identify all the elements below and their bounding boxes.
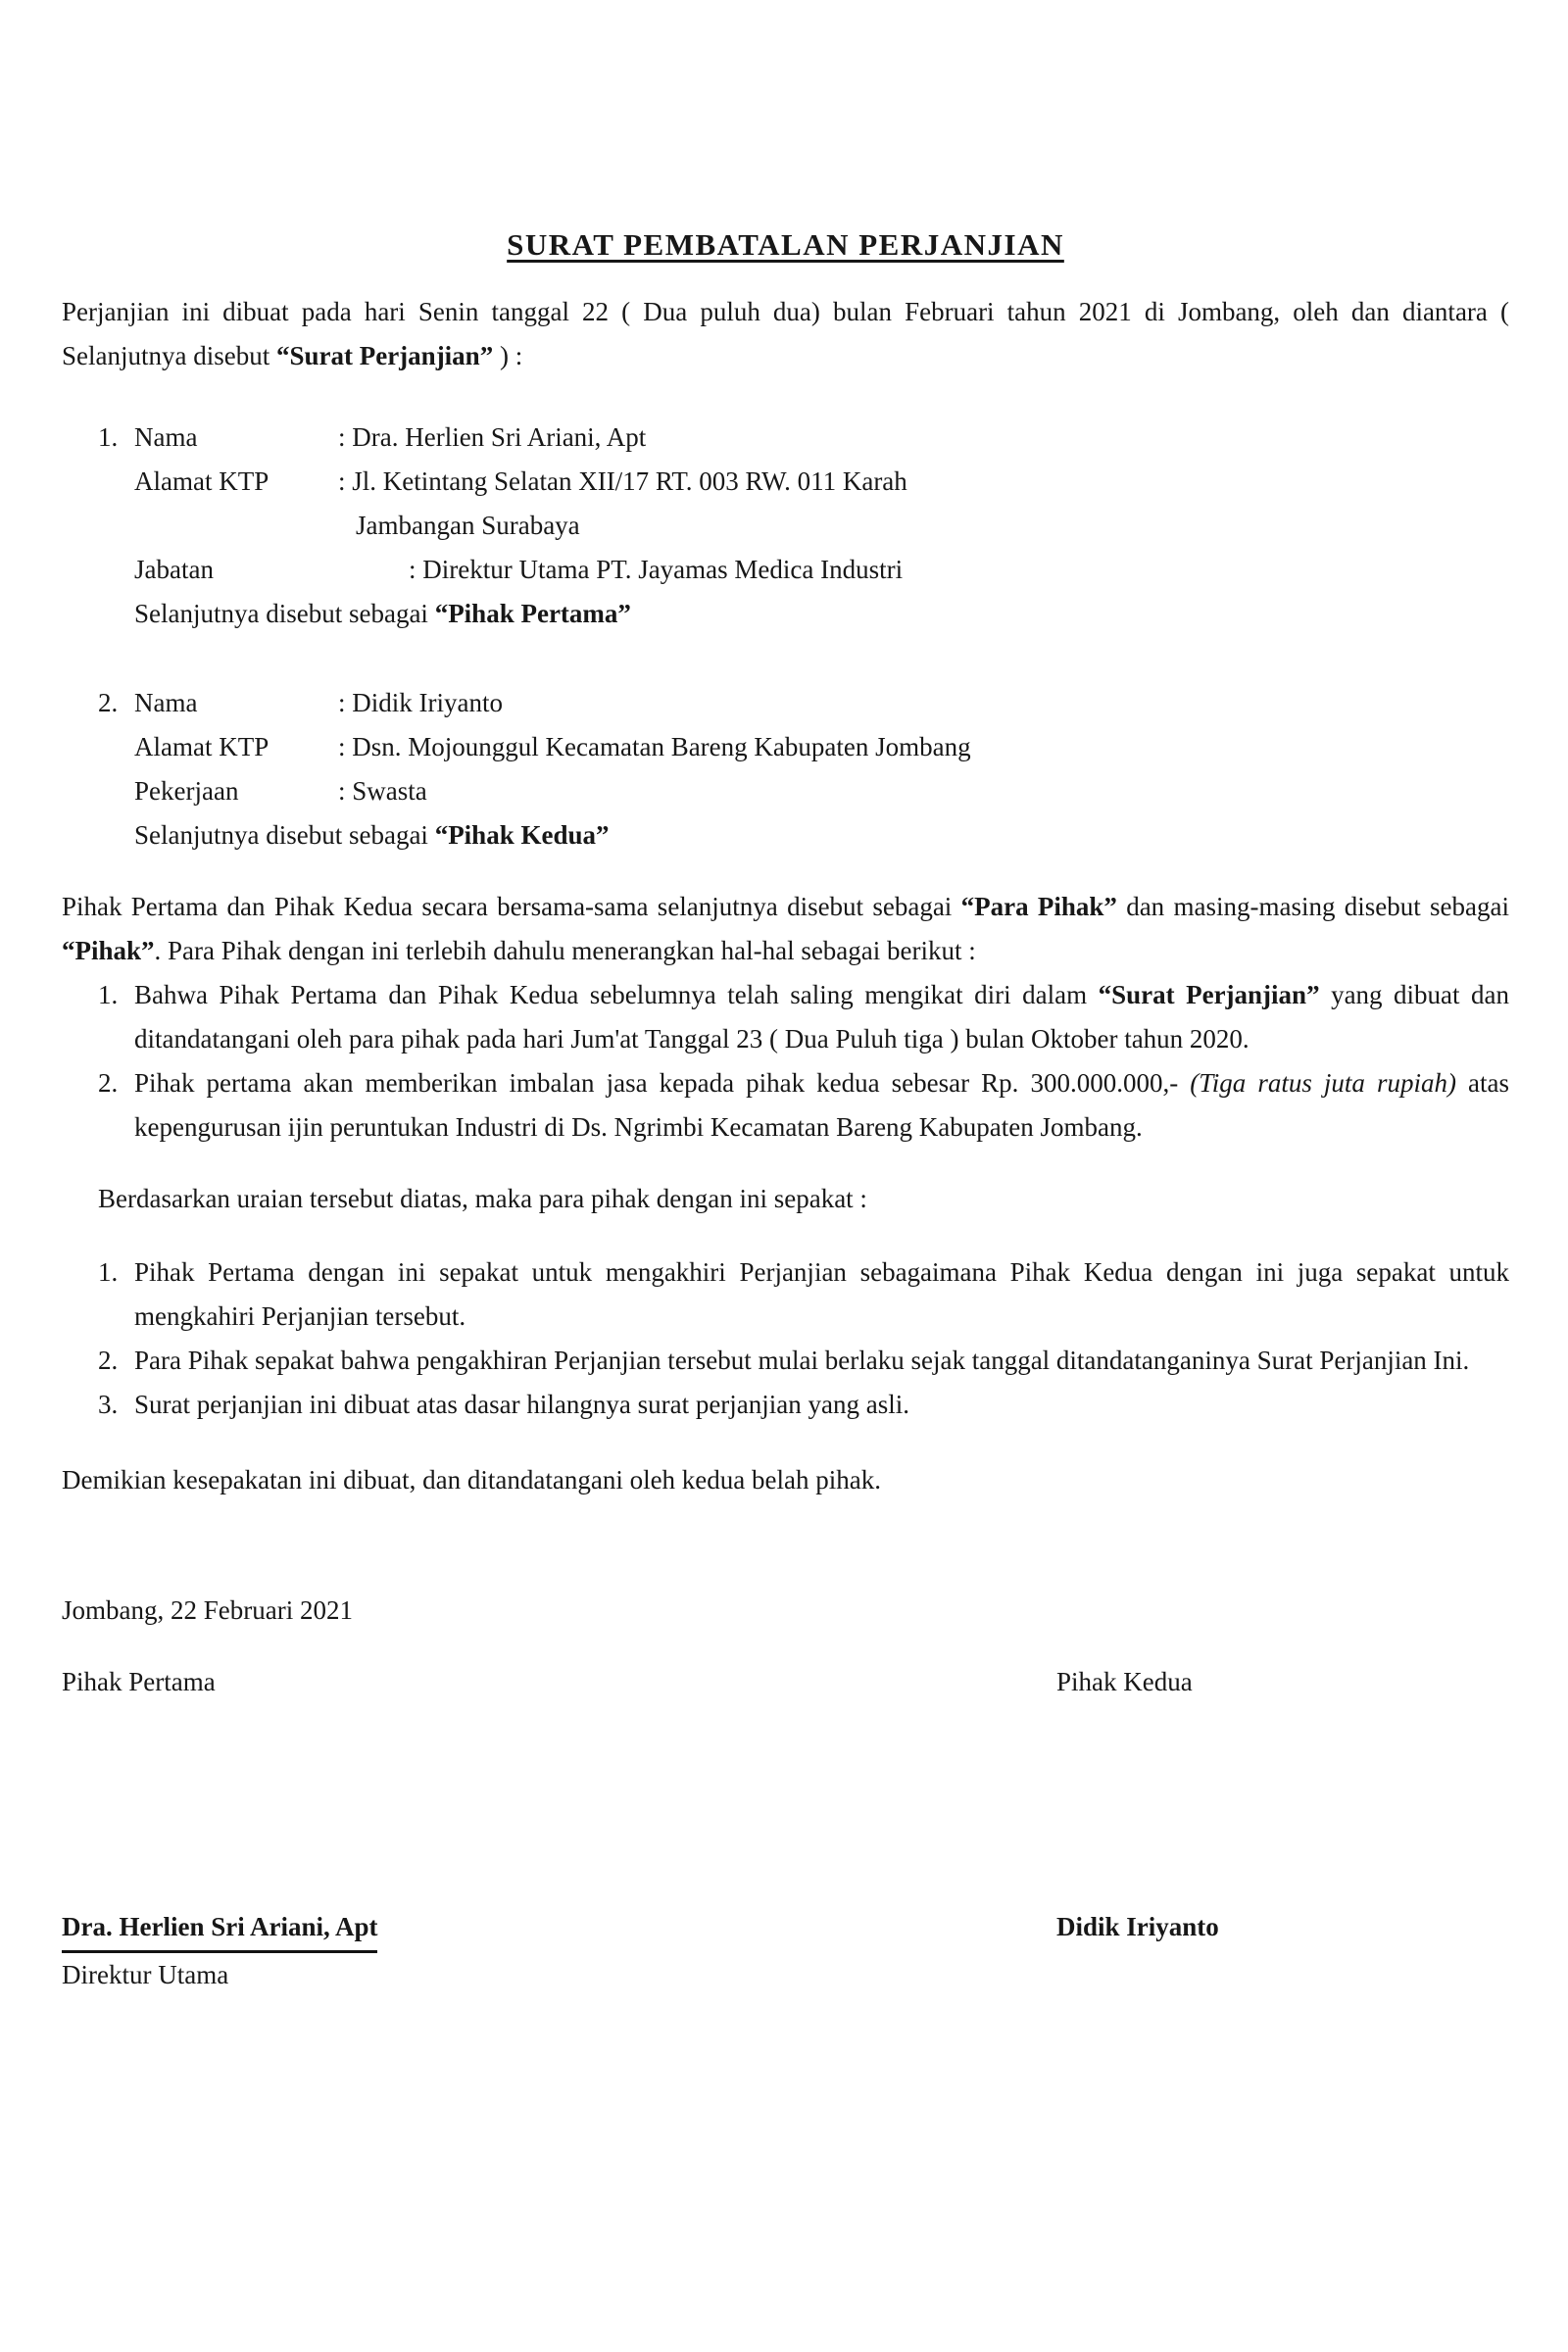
recital-bold-para-pihak: “Para Pihak” — [960, 892, 1117, 921]
party-2-footer — [134, 813, 1509, 858]
consideration-2-text — [134, 1061, 1509, 1150]
consideration-item-1 — [98, 973, 1509, 1061]
consideration-1-pre: Bahwa Pihak Pertama dan Pihak Kedua sebelumnya telah saling mengikat diri dalam — [134, 980, 1099, 1009]
consideration-2-italic-amount: (Tiga ratus juta rupiah) — [1190, 1068, 1456, 1098]
consideration-1-post: yang dibuat dan ditandatangani oleh para pihak pada hari Jum'at Tanggal 23 ( Dua Puluh tiga ) bulan Oktober tahun 2020. — [134, 980, 1509, 1054]
intro-bold-term: “Surat Perjanjian” — [275, 341, 494, 370]
signature-left-block — [62, 1905, 1056, 1997]
agreement-item-2 — [98, 1339, 1509, 1383]
party-1-value-alamat — [338, 460, 1509, 548]
agreement-1-text: Pihak Pertama dengan ini sepakat untuk mengakhiri Perjanjian sebagaimana Pihak Kedua dengan ini juga sepakat untuk mengkahiri Perjanjian tersebut. — [134, 1257, 1509, 1331]
party-1-label-alamat: Alamat KTP — [134, 466, 270, 496]
agreements-list — [62, 1250, 1509, 1427]
document-title: SURAT PEMBATALAN PERJANJIAN — [507, 227, 1064, 262]
party-1-block — [98, 416, 1509, 636]
consideration-1-bold: “Surat Perjanjian” — [1098, 980, 1320, 1009]
party-1-details — [134, 416, 1509, 636]
party-2-details — [134, 681, 1509, 858]
party-2-label-alamat: Alamat KTP — [134, 732, 270, 761]
consideration-2-number: 2. — [98, 1068, 119, 1098]
party-1-footer-text: Selanjutnya disebut sebagai — [134, 599, 435, 628]
party-1-value-nama: : Dra. Herlien Sri Ariani, Apt — [338, 422, 647, 452]
agreement-3-text: Surat perjanjian ini dibuat atas dasar hilangnya surat perjanjian yang asli. — [134, 1390, 910, 1419]
intro-text-pre: Perjanjian ini dibuat pada hari Senin tanggal 22 ( Dua puluh dua) bulan Februari tahun 2021 di Jombang, oleh dan diantara ( Selanjutnya disebut — [62, 297, 1509, 370]
party-1-alamat-line2: Jambangan Surabaya — [356, 511, 580, 540]
agreement-2-text: Para Pihak sepakat bahwa pengakhiran Perjanjian tersebut mulai berlaku sejak tanggal ditandatanganinya Surat Perjanjian Ini. — [134, 1346, 1470, 1375]
party-2-value-alamat: : Dsn. Mojounggul Kecamatan Bareng Kabupaten Jombang — [338, 732, 971, 761]
consideration-2-post: atas kepengurusan ijin peruntukan Industri di Ds. Ngrimbi Kecamatan Bareng Kabupaten Jombang. — [134, 1068, 1509, 1142]
party-2-value-pekerjaan: : Swasta — [338, 776, 427, 806]
signature-title-left: Direktur Utama — [62, 1960, 229, 1989]
party-1-footer — [134, 592, 1509, 636]
party-2-row-pekerjaan — [134, 769, 1509, 813]
closing-paragraph: Demikian kesepakatan ini dibuat, dan ditandatangani oleh kedua belah pihak. — [62, 1465, 881, 1494]
recital-text-pre: Pihak Pertama dan Pihak Kedua secara bersama-sama selanjutnya disebut sebagai — [62, 892, 961, 921]
signature-name-left: Dra. Herlien Sri Ariani, Apt — [62, 1905, 377, 1953]
agreement-item-1 — [98, 1250, 1509, 1339]
agreement-item-3 — [98, 1383, 1509, 1427]
party-2-label-pekerjaan: Pekerjaan — [134, 776, 239, 806]
party-2-block — [98, 681, 1509, 858]
signature-name-right: Didik Iriyanto — [1056, 1912, 1219, 1941]
basis-paragraph: Berdasarkan uraian tersebut diatas, maka para pihak dengan ini sepakat : — [98, 1184, 867, 1213]
party-2-footer-bold: “Pihak Kedua” — [434, 820, 610, 850]
considerations-list — [62, 973, 1509, 1150]
recital-text-post: . Para Pihak dengan ini terlebih dahulu menerangkan hal-hal sebagai berikut : — [154, 936, 976, 965]
intro-text-post: ) : — [493, 341, 523, 370]
party-2-label-nama: Nama — [134, 688, 198, 717]
party-1-label-jabatan: Jabatan — [134, 555, 214, 584]
consideration-item-2 — [98, 1061, 1509, 1150]
consideration-1-number: 1. — [98, 980, 119, 1009]
dateline: Jombang, 22 Februari 2021 — [62, 1595, 353, 1625]
consideration-2-pre: Pihak pertama akan memberikan imbalan jasa kepada pihak kedua sebesar Rp. 300.000.000,- — [134, 1068, 1191, 1098]
consideration-1-text — [134, 973, 1509, 1061]
signature-right-block — [1056, 1905, 1509, 1997]
party-1-alamat-line1: : Jl. Ketintang Selatan XII/17 RT. 003 RW. 011 Karah — [338, 466, 907, 496]
recital-paragraph — [62, 885, 1509, 973]
party-1-footer-bold: “Pihak Pertama” — [434, 599, 631, 628]
recital-bold-pihak: “Pihak” — [62, 936, 155, 965]
party-2-row-alamat — [134, 725, 1509, 769]
party-2-row-nama — [134, 681, 1509, 725]
signature-roles — [62, 1660, 1509, 1704]
party-2-footer-text: Selanjutnya disebut sebagai — [134, 820, 435, 850]
agreement-2-number: 2. — [98, 1346, 119, 1375]
agreement-3-number: 3. — [98, 1390, 119, 1419]
signature-role-right: Pihak Kedua — [1056, 1667, 1193, 1696]
party-2-value-nama: : Didik Iriyanto — [338, 688, 503, 717]
party-1-label-nama: Nama — [134, 422, 198, 452]
intro-paragraph — [62, 290, 1509, 378]
party-1-row-jabatan — [134, 548, 1509, 592]
agreement-1-number: 1. — [98, 1257, 119, 1287]
party-1-row-alamat — [134, 460, 1509, 548]
signature-role-left: Pihak Pertama — [62, 1667, 216, 1696]
party-1-value-jabatan: : Direktur Utama PT. Jayamas Medica Industri — [409, 555, 904, 584]
party-1-number: 1. — [98, 422, 119, 452]
party-2-number: 2. — [98, 688, 119, 717]
party-1-row-nama — [134, 416, 1509, 460]
signature-names — [62, 1905, 1509, 1997]
recital-text-mid: dan masing-masing disebut sebagai — [1116, 892, 1509, 921]
